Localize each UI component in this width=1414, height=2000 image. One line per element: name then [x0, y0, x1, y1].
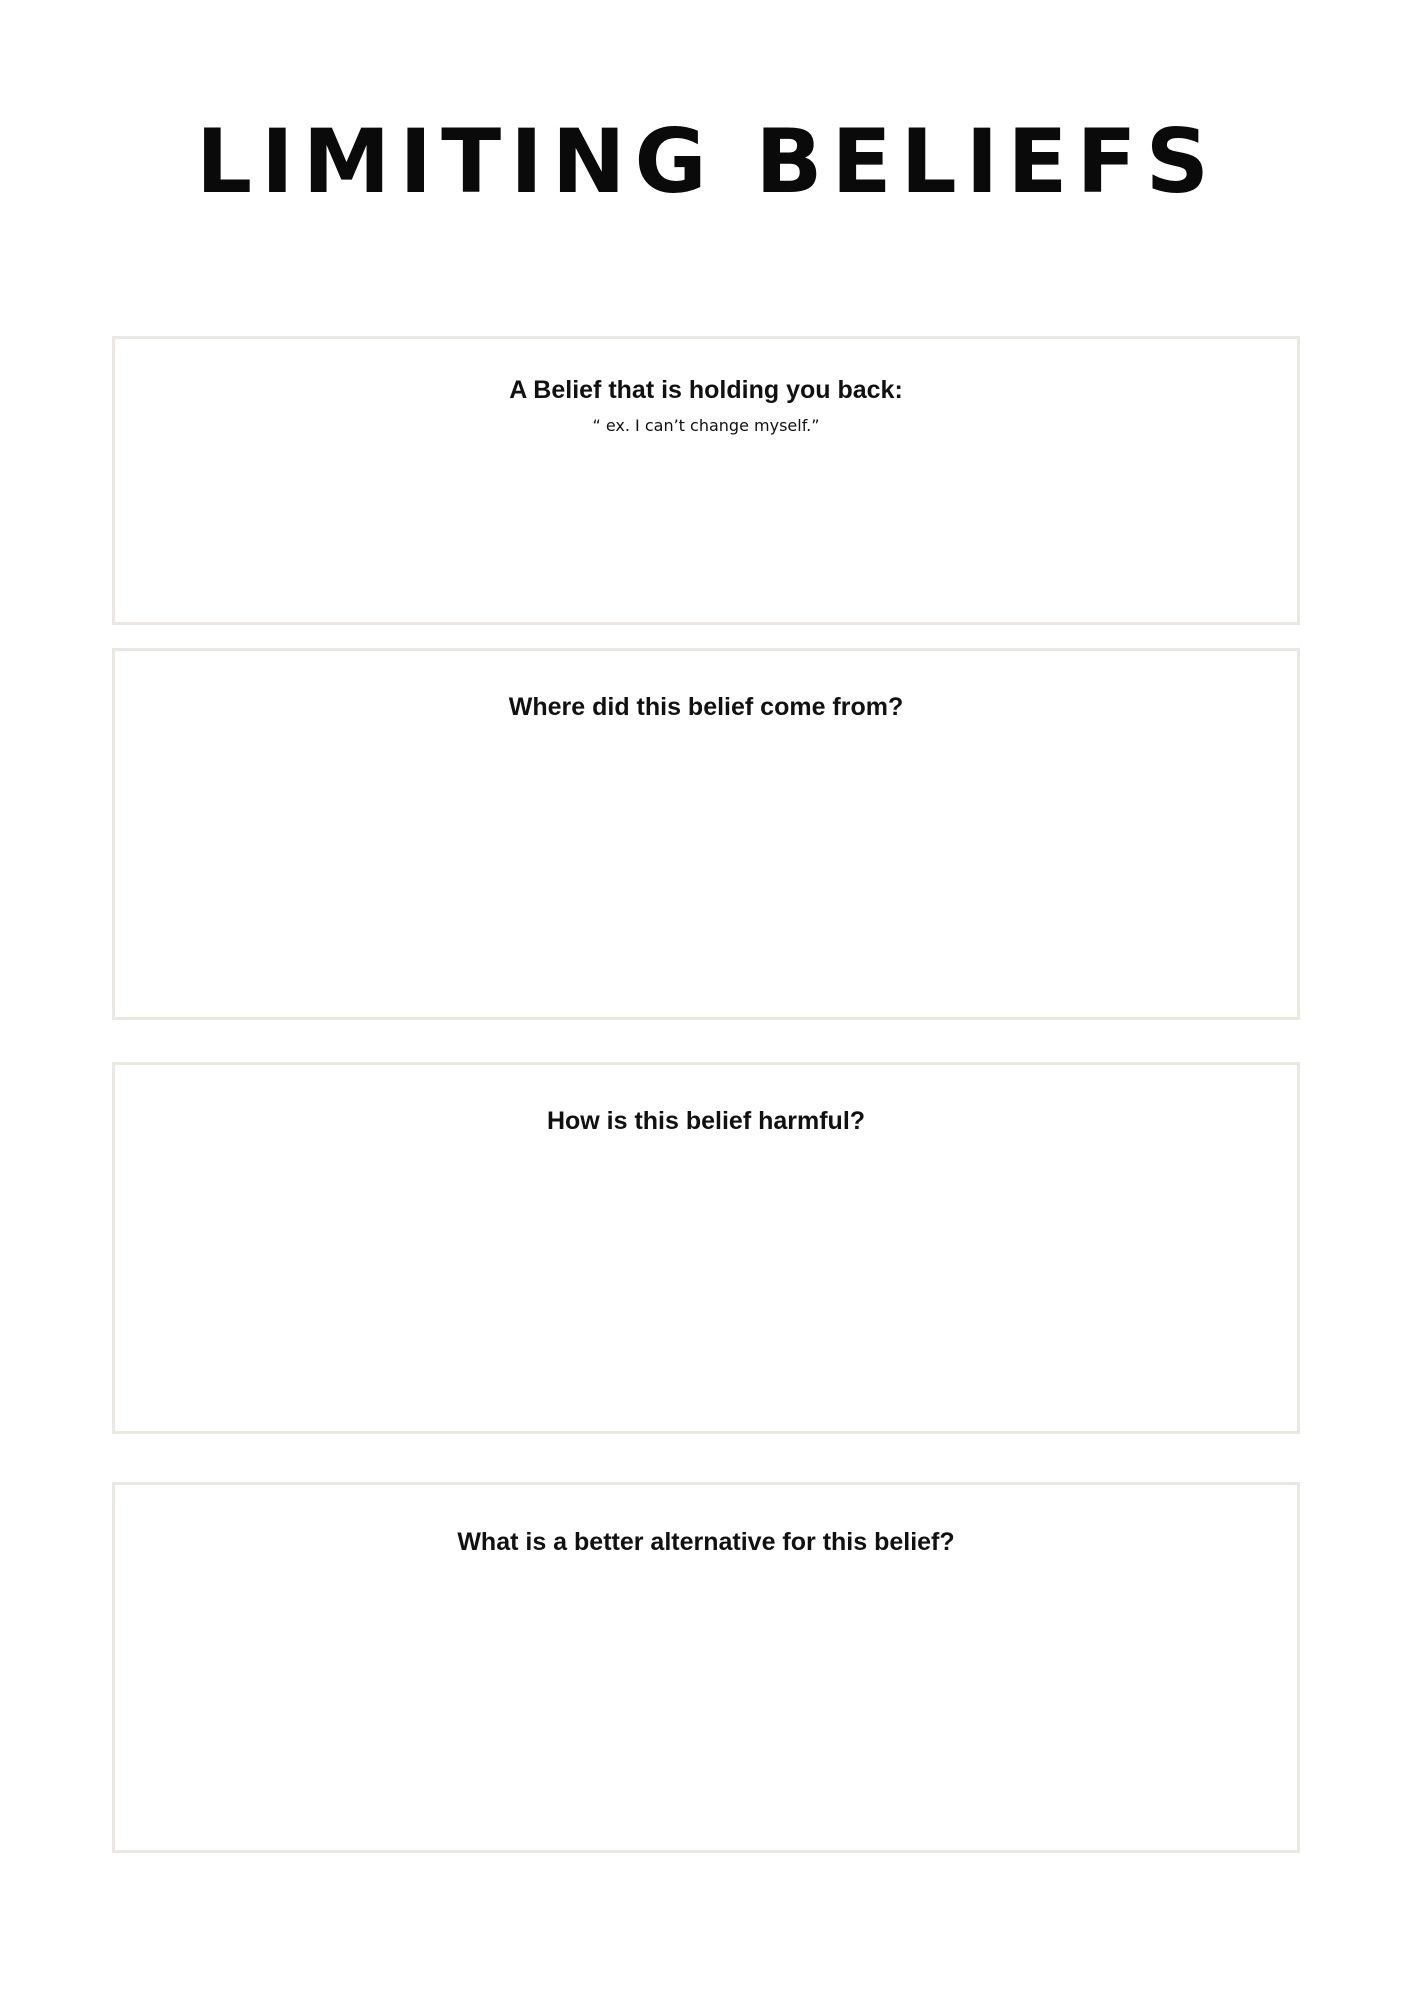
alternative-prompt: What is a better alternative for this belief? — [457, 1528, 955, 1556]
origin-box — [112, 648, 1300, 1020]
belief-example: “ ex. I can’t change myself.” — [592, 416, 820, 435]
origin-prompt: Where did this belief come from? — [508, 693, 904, 721]
alternative-answer-area[interactable] — [135, 1595, 1277, 1830]
harm-box — [112, 1062, 1300, 1434]
origin-answer-area[interactable] — [135, 761, 1277, 997]
harm-answer-area[interactable] — [135, 1175, 1277, 1411]
belief-prompt: A Belief that is holding you back: — [509, 376, 903, 404]
belief-answer-area[interactable] — [135, 459, 1277, 602]
belief-box — [112, 336, 1300, 625]
page-title: LIMITING BELIEFS — [195, 110, 1219, 213]
harm-prompt: How is this belief harmful? — [546, 1107, 866, 1135]
alternative-box — [112, 1482, 1300, 1853]
